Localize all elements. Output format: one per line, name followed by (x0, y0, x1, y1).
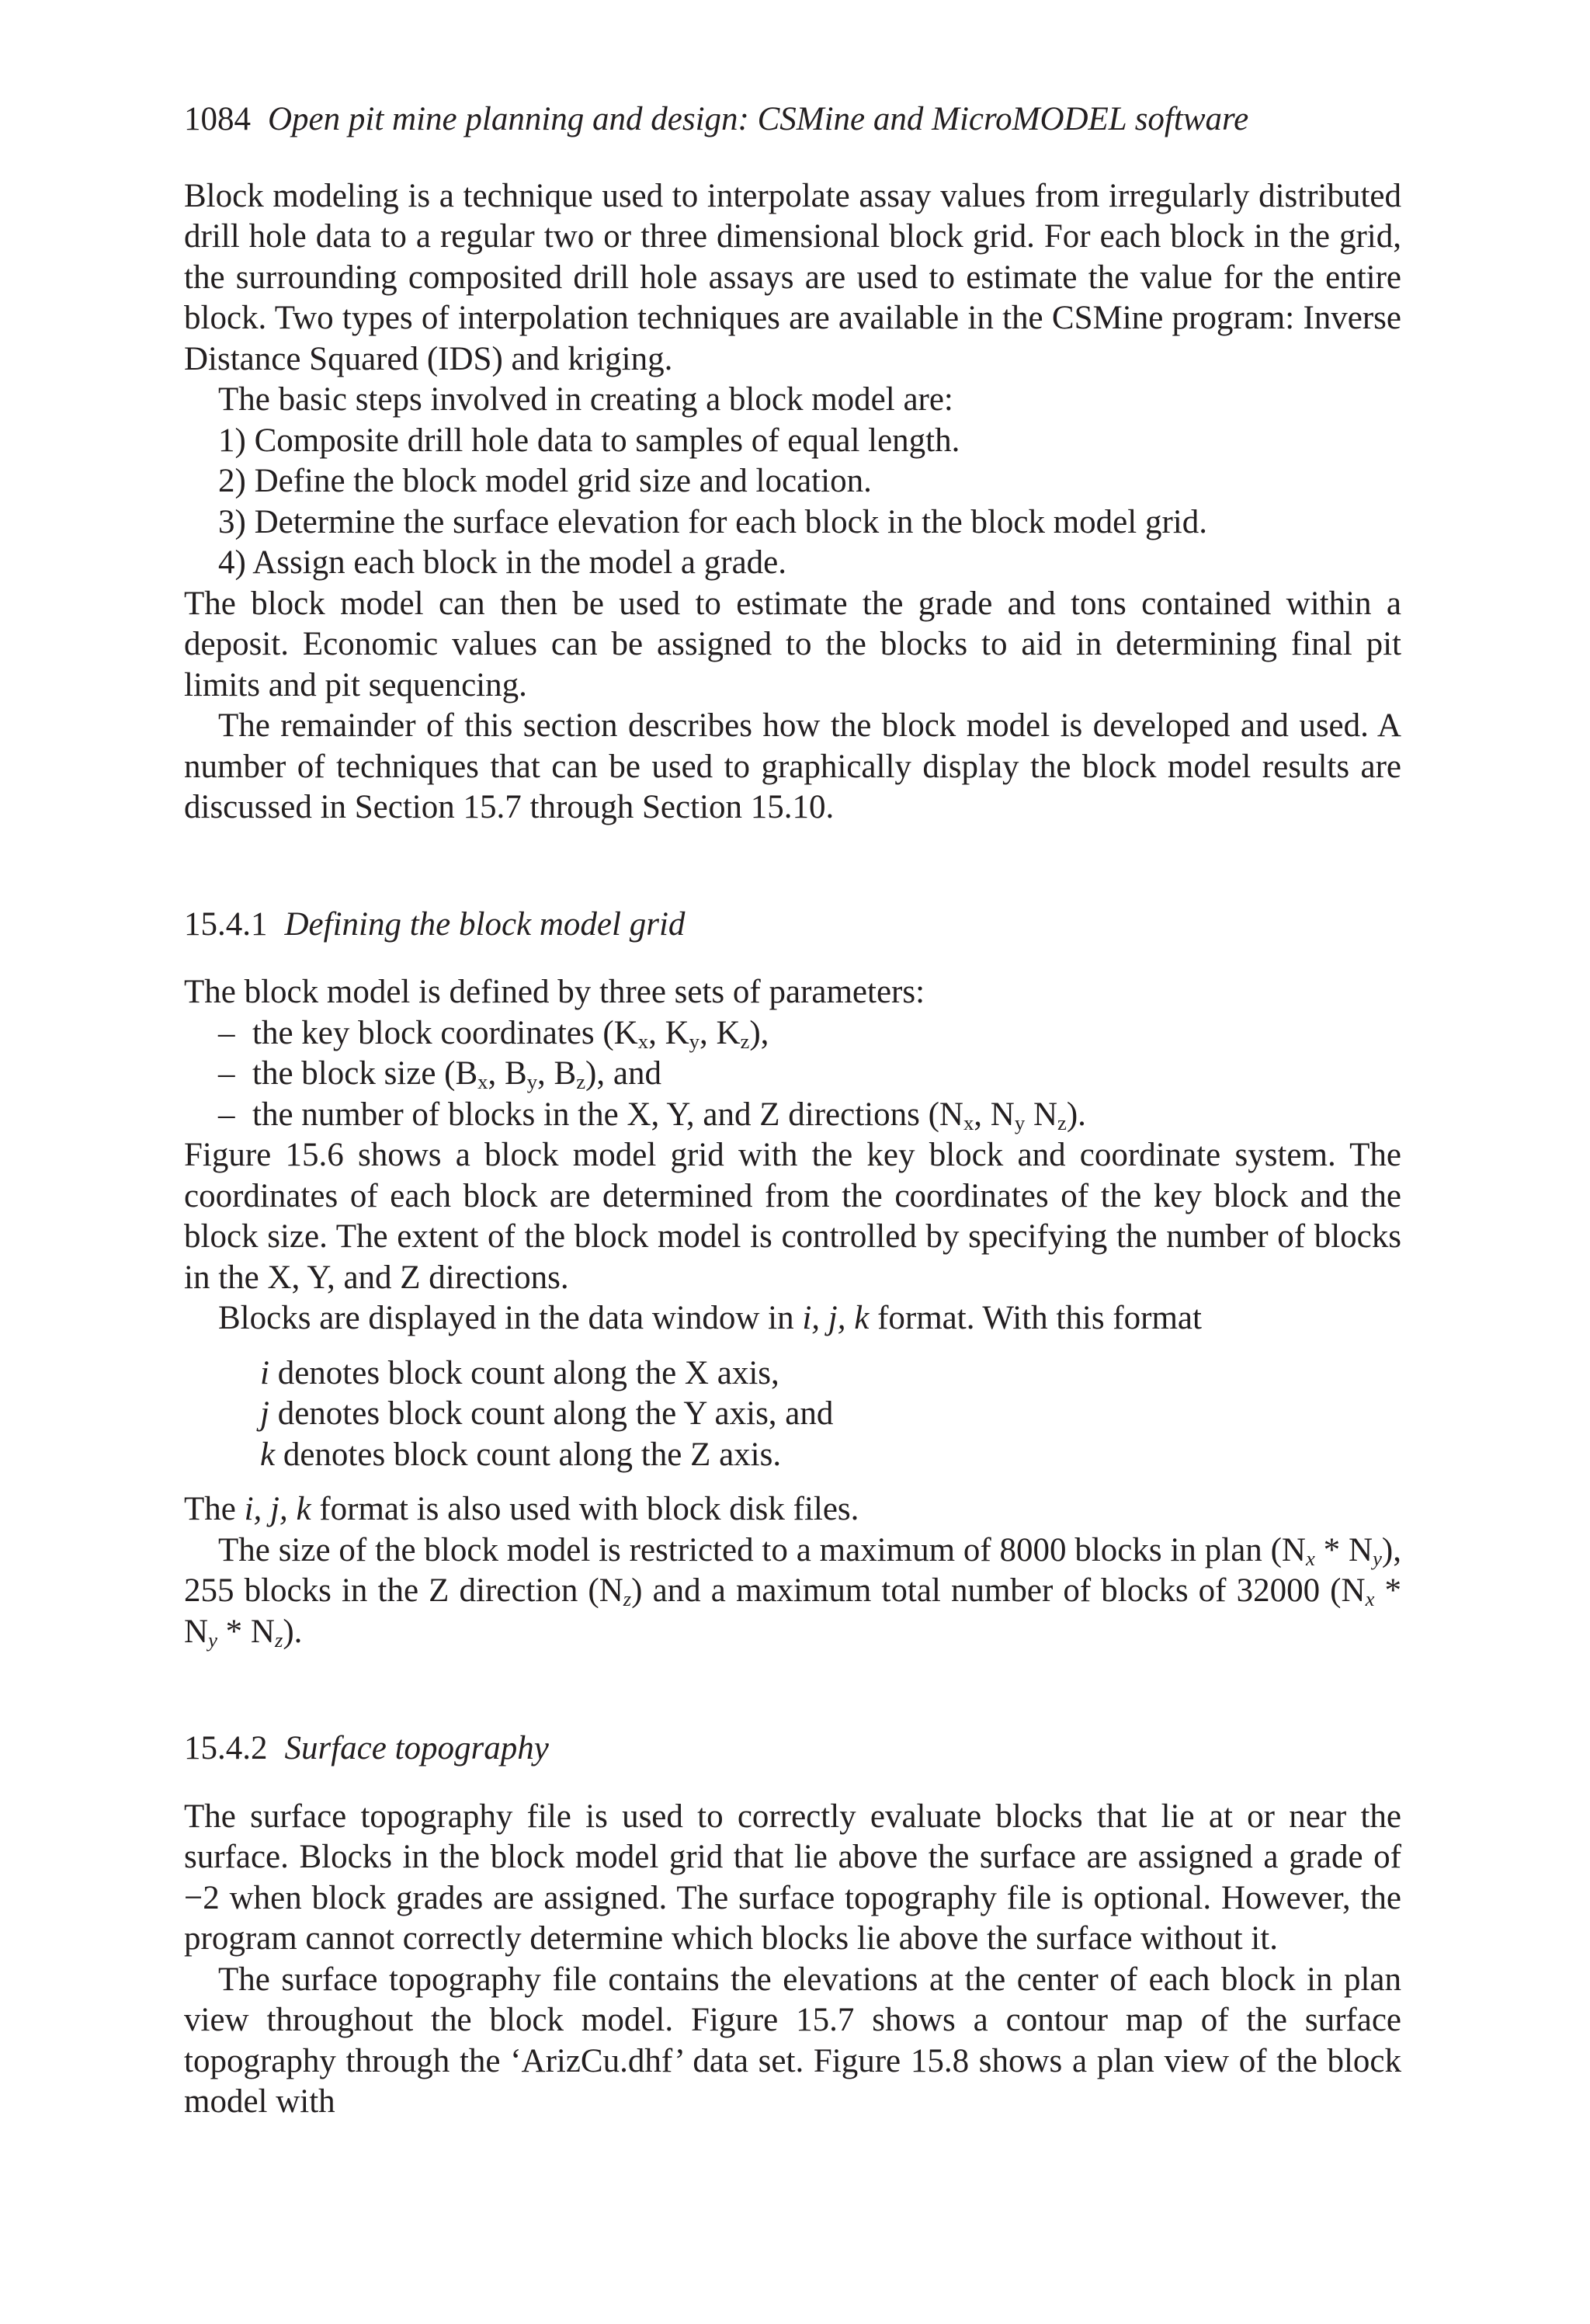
running-head (184, 99, 1401, 141)
grid-paragraph-1: Figure 15.6 shows a block model grid with the key block and coordinate system. The coordinates of each block are determined from the coordinates of the key block and the block size. The extent of the block model is controlled by specifying the number of blocks in the X, Y, and Z directions. (184, 1137, 1401, 1296)
parameters-lead: The block model is defined by three sets of parameters: (184, 974, 925, 1010)
list-item: – the key block coordinates ($K_x$, $K_y$, $K_z$), (218, 1014, 769, 1053)
page (184, 99, 1401, 2123)
intro-paragraph-2: The block model can then be used to estimate the grade and tons contained within a deposit. Economic values can be assigned to the blocks to aid in determining final pit limits and pit sequencing. (184, 585, 1401, 703)
list-item: 4) Assign each block in the model a grade. (218, 544, 786, 581)
list-item: 1) Composite drill hole data to samples of equal length. (218, 422, 960, 459)
dash-marker: – (218, 1014, 235, 1051)
topography-paragraph-2: The surface topography file contains the elevations at the center of each block in plan view throughout the block model. Figure 15.7 shows a contour map of the surface topography through the ‘ArizCu.dhf’ data set. Figure 15.8 shows a plan view of the block model with (184, 1961, 1401, 2120)
definition-row: k denotes block count along the Z axis. (260, 1436, 782, 1473)
definition-row: j denotes block count along the Y axis, and (260, 1395, 834, 1432)
page-number: 1084 (184, 101, 251, 137)
section-number: 15.4.1 (184, 905, 268, 943)
steps-list (184, 421, 1401, 584)
topography-paragraph-1: The surface topography file is used to correctly evaluate blocks that lie at or near the surface. Blocks in the block model grid that lie above the surface are assigned a grade of −2 when block grades are assigned. The surface topography file is optional. However, the program cannot correctly determine which blocks lie above the surface without it. (184, 1798, 1401, 1957)
section-heading-15-4-1 (184, 905, 1401, 946)
section-heading-15-4-2 (184, 1728, 1401, 1770)
running-head-title: Open pit mine planning and design: CSMine and MicroMODEL software (268, 101, 1249, 137)
definition-row: i denotes block count along the X axis, (260, 1354, 779, 1391)
list-item: – the number of blocks in the X, Y, and Z directions ($N_x$, $N_y$ $N_z$). (218, 1096, 1086, 1134)
section-title: Surface topography (284, 1730, 549, 1766)
ijk-definitions (260, 1353, 1401, 1476)
section-title: Defining the block model grid (284, 905, 686, 943)
section-number: 15.4.2 (184, 1730, 268, 1766)
dash-marker: – (218, 1096, 235, 1133)
intro-paragraph-1: Block modeling is a technique used to interpolate assay values from irregularly distributed drill hole data to a regular two or three dimensional block grid. For each block in the grid, the surrounding composited drill hole assays are used to estimate the value for the entire block. Two types of interpolation techniques are available in the CSMine program: Inverse Distance Squared (IDS) and kriging. (184, 177, 1401, 377)
grid-paragraph-2: Blocks are displayed in the data window in i, j, k format. With this format (218, 1300, 1202, 1336)
list-item: – the block size ($B_x$, $B_y$, $B_z$), and (218, 1055, 661, 1093)
intro-paragraph-3: The remainder of this section describes how the block model is developed and used. A number of techniques that can be used to graphically display the block model results are discussed in Section 15.7 through Section 15.10. (184, 707, 1401, 825)
dash-marker: – (218, 1055, 235, 1092)
parameters-list (184, 1013, 1401, 1136)
grid-paragraph-3: The i, j, k format is also used with block disk files. (184, 1491, 859, 1527)
list-item: 3) Determine the surface elevation for each block in the block model grid. (218, 503, 1207, 540)
steps-lead: The basic steps involved in creating a block model are: (218, 381, 953, 418)
list-item: 2) Define the block model grid size and location. (218, 463, 872, 499)
grid-paragraph-4: The size of the block model is restricted to a maximum of 8000 blocks in plan $(N_x * N_y)$, 255 blocks in the Z direction $(N_z)$ and a maximum total number of blocks of 32000 $(N_x * N_y * N_z)$. (184, 1531, 1402, 1652)
